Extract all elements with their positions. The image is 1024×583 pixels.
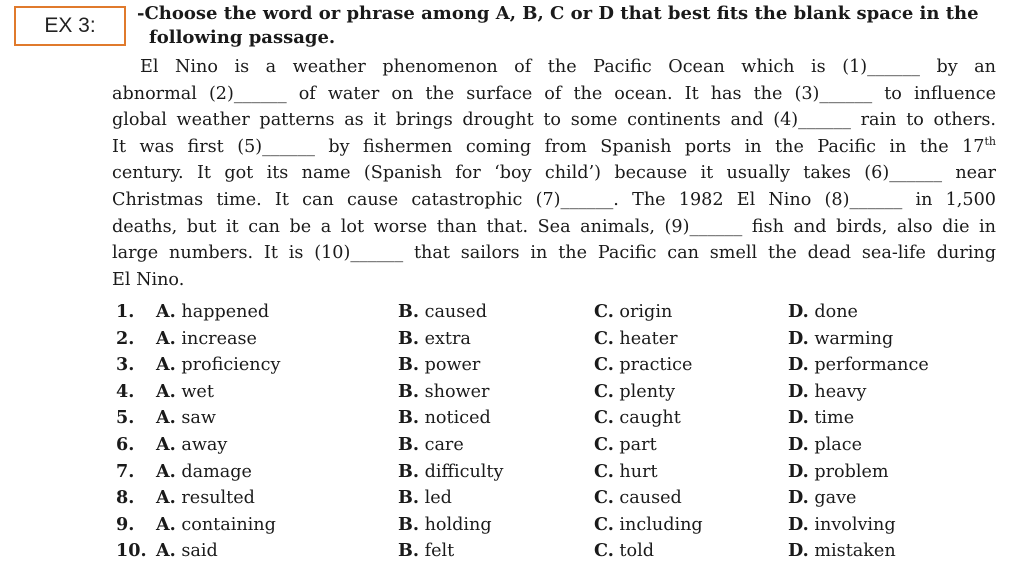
question-row <box>112 301 1012 328</box>
option-letter: C. <box>594 301 614 322</box>
option-text: time <box>814 408 855 429</box>
option-text: plenty <box>619 381 676 402</box>
option-text: heavy <box>814 381 867 402</box>
option-text: performance <box>814 355 929 376</box>
passage-line: deaths, but it can be a lot worse than that. Sea animals, (9)______ fish and birds, also die in <box>112 216 996 237</box>
option-c <box>594 514 703 535</box>
option-c <box>594 301 672 322</box>
option-text: power <box>424 355 481 376</box>
question-row <box>112 461 1012 488</box>
option-letter: B. <box>398 327 419 349</box>
option-letter: D. <box>788 540 809 562</box>
option-letter: D. <box>788 433 809 455</box>
option-a <box>156 434 227 455</box>
option-text: saw <box>181 408 216 429</box>
option-text: caused <box>619 488 682 509</box>
passage-line: global weather patterns as it brings drought to some continents and (4)______ rain to others. <box>112 110 996 131</box>
option-c <box>594 354 692 375</box>
option-a <box>156 328 257 349</box>
option-b <box>398 381 489 402</box>
option-letter: A. <box>156 460 176 482</box>
option-letter: A. <box>156 433 176 455</box>
option-b <box>398 328 471 349</box>
option-letter: C. <box>594 487 614 509</box>
option-text: involving <box>814 514 896 535</box>
option-text: gave <box>814 488 857 509</box>
exercise-label: EX 3: <box>14 6 126 46</box>
option-d <box>788 434 862 455</box>
option-letter: D. <box>788 327 809 349</box>
option-text: extra <box>424 328 471 349</box>
option-c <box>594 381 675 402</box>
option-letter: A. <box>156 354 176 376</box>
option-d <box>788 514 896 535</box>
option-text: said <box>181 541 218 562</box>
option-d <box>788 301 858 322</box>
question-row <box>112 487 1012 514</box>
option-text: noticed <box>424 408 491 429</box>
option-text: holding <box>424 514 492 535</box>
option-b <box>398 461 503 482</box>
option-text: shower <box>424 381 490 402</box>
century-superscript: th <box>984 134 996 148</box>
question-row <box>112 514 1012 541</box>
option-d <box>788 461 889 482</box>
option-text: felt <box>424 541 455 562</box>
passage-line: Christmas time. It can cause catastrophic (7)______. The 1982 El Nino (8)______ in 1,500 <box>112 189 996 210</box>
option-b <box>398 354 480 375</box>
option-b <box>398 514 492 535</box>
option-letter: B. <box>398 513 419 535</box>
option-c <box>594 434 657 455</box>
option-d <box>788 487 856 508</box>
passage-line: abnormal (2)______ of water on the surface of the ocean. It has the (3)______ to influence <box>112 83 996 104</box>
option-a <box>156 514 276 535</box>
option-letter: A. <box>156 327 176 349</box>
option-text: done <box>814 302 858 322</box>
option-letter: C. <box>594 540 614 562</box>
option-letter: C. <box>594 433 614 455</box>
option-letter: B. <box>398 487 419 509</box>
option-text: including <box>619 514 703 535</box>
question-number: 7. <box>116 460 135 482</box>
option-letter: B. <box>398 407 419 429</box>
option-b <box>398 487 452 508</box>
option-text: proficiency <box>181 355 281 376</box>
option-text: caused <box>424 302 487 322</box>
option-letter: A. <box>156 301 176 322</box>
option-d <box>788 381 866 402</box>
question-number: 5. <box>116 407 135 429</box>
option-a <box>156 540 218 561</box>
passage-line-text: It was first (5)______ by fishermen coming from Spanish ports in the Pacific in the 17 <box>112 136 985 157</box>
option-b <box>398 407 491 428</box>
option-letter: A. <box>156 540 176 562</box>
option-text: problem <box>814 461 889 482</box>
option-b <box>398 301 487 322</box>
option-text: difficulty <box>424 461 504 482</box>
option-text: warming <box>814 328 894 349</box>
option-letter: B. <box>398 460 419 482</box>
option-letter: C. <box>594 327 614 349</box>
question-row <box>112 354 1012 381</box>
option-letter: D. <box>788 301 809 322</box>
passage-line: El Nino is a weather phenomenon of the Pacific Ocean which is (1)______ by an <box>140 57 996 77</box>
option-letter: B. <box>398 380 419 402</box>
option-a <box>156 487 255 508</box>
option-text: caught <box>619 408 681 429</box>
option-letter: A. <box>156 487 176 509</box>
option-letter: B. <box>398 354 419 376</box>
option-letter: B. <box>398 540 419 562</box>
option-letter: C. <box>594 460 614 482</box>
option-letter: A. <box>156 380 176 402</box>
question-number: 10. <box>116 540 147 562</box>
question-number: 9. <box>116 513 135 535</box>
option-letter: D. <box>788 407 809 429</box>
option-letter: D. <box>788 513 809 535</box>
question-number: 6. <box>116 433 135 455</box>
option-text: told <box>619 541 654 562</box>
option-text: away <box>181 434 228 455</box>
option-b <box>398 540 454 561</box>
option-letter: D. <box>788 460 809 482</box>
option-c <box>594 487 682 508</box>
option-text: containing <box>181 514 276 535</box>
option-text: origin <box>619 302 673 322</box>
option-text: happened <box>181 302 270 322</box>
question-row <box>112 328 1012 355</box>
option-text: mistaken <box>814 541 896 562</box>
option-a <box>156 301 269 322</box>
passage-line: large numbers. It is (10)______ that sailors in the Pacific can smell the dead sea-life during <box>112 243 996 264</box>
option-c <box>594 407 681 428</box>
option-d <box>788 328 893 349</box>
instruction-line-2: following passage. <box>149 27 336 48</box>
question-number: 8. <box>116 487 135 509</box>
option-text: care <box>424 434 464 455</box>
option-letter: A. <box>156 407 176 429</box>
passage <box>112 54 996 293</box>
option-letter: C. <box>594 354 614 376</box>
instruction-line-1: -Choose the word or phrase among A, B, C or D that best fits the blank space in the <box>137 3 979 24</box>
passage-line: century. It got its name (Spanish for ‘boy child’) because it usually takes (6)______ near <box>112 163 996 184</box>
option-letter: C. <box>594 407 614 429</box>
passage-line-with-superscript <box>112 134 996 161</box>
option-text: damage <box>181 461 252 482</box>
option-a <box>156 354 280 375</box>
option-a <box>156 407 216 428</box>
question-number: 4. <box>116 380 135 402</box>
option-d <box>788 407 854 428</box>
option-letter: C. <box>594 380 614 402</box>
option-text: part <box>619 434 657 455</box>
passage-line: El Nino. <box>112 269 185 290</box>
option-text: increase <box>181 328 257 349</box>
option-letter: D. <box>788 487 809 509</box>
option-c <box>594 540 654 561</box>
option-a <box>156 461 252 482</box>
option-text: practice <box>619 355 693 376</box>
question-row <box>112 407 1012 434</box>
option-text: heater <box>619 328 678 349</box>
instruction <box>137 2 1007 50</box>
option-letter: D. <box>788 380 809 402</box>
option-d <box>788 354 929 375</box>
option-letter: B. <box>398 433 419 455</box>
option-text: hurt <box>619 461 658 482</box>
option-text: wet <box>181 381 214 402</box>
option-letter: C. <box>594 513 614 535</box>
question-row <box>112 434 1012 461</box>
option-letter: D. <box>788 354 809 376</box>
option-text: place <box>814 434 863 455</box>
option-letter: A. <box>156 513 176 535</box>
option-a <box>156 381 214 402</box>
question-number: 3. <box>116 354 135 376</box>
answer-options <box>112 301 1012 567</box>
option-text: led <box>424 488 452 509</box>
option-letter: B. <box>398 301 419 322</box>
option-c <box>594 328 678 349</box>
question-number: 1. <box>116 301 135 322</box>
question-row <box>112 540 1012 567</box>
option-d <box>788 540 896 561</box>
question-number: 2. <box>116 327 135 349</box>
option-text: resulted <box>181 488 255 509</box>
option-c <box>594 461 658 482</box>
question-row <box>112 381 1012 408</box>
option-b <box>398 434 464 455</box>
